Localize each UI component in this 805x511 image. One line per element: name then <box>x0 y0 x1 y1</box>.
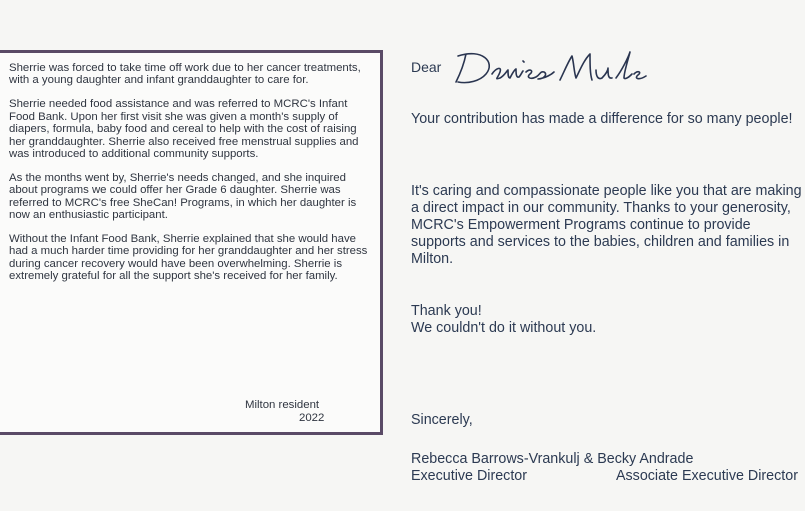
story-paragraph-4: Without the Infant Food Bank, Sherrie explained that she would have had a much harder time providing for her granddaughter and her stress during cancer recovery would have been overwhelming. Sherrie is extremely grateful for all the support she's received for her family. <box>9 232 368 283</box>
letter-signers <box>411 451 805 485</box>
thanks-line-1: Thank you! <box>411 303 482 319</box>
attribution-year: 2022 <box>299 412 325 424</box>
story-paragraph-3: As the months went by, Sherrie's needs changed, and she inquired about programs we could offer her Grade 6 daughter. Sherrie was referred to MCRC's free SheCan! Programs, in which her daughter is now an enthusiastic participant. <box>9 171 357 222</box>
signer-names-row <box>411 451 805 468</box>
letter-paragraph-2: It's caring and compassionate people like you that are making a direct impact in our community. Thanks to your generosity, MCRC's Empowerment Programs continue to provide supports and services to the babies, children and families in Milton. <box>411 183 802 267</box>
story-attribution <box>245 399 324 425</box>
story-text <box>9 62 375 294</box>
story-paragraph-2: Sherrie needed food assistance and was referred to MCRC's Infant Food Bank. Upon her first visit she was given a month's supply of diapers, formula, baby food and cereal to help with the cost of raising her granddaughter. Sherrie also received free menstrual supplies and was introduced to additional community supports. <box>9 98 359 160</box>
letter-closing: Sincerely, <box>411 412 473 428</box>
signer-1-name: Rebecca Barrows-Vrankulj <box>411 451 580 467</box>
letter-paragraph-1: Your contribution has made a difference for so many people! <box>411 111 793 127</box>
letter-thanks <box>411 303 791 337</box>
attribution-label: Milton resident <box>245 399 320 411</box>
signer-1-title: Executive Director <box>411 468 528 484</box>
story-paragraph-1: Sherrie was forced to take time off work due to her cancer treatments, with a young daughter and infant granddaughter to care for. <box>9 62 361 87</box>
signer-2-title: Associate Executive Director <box>616 468 798 484</box>
signer-ampersand: & <box>583 451 594 467</box>
recipient-handwriting <box>452 44 652 90</box>
thanks-line-2: We couldn't do it without you. <box>411 320 597 336</box>
signer-2-name: Becky Andrade <box>597 451 694 467</box>
signer-titles-row <box>411 468 805 485</box>
salutation-label: Dear <box>411 59 442 75</box>
